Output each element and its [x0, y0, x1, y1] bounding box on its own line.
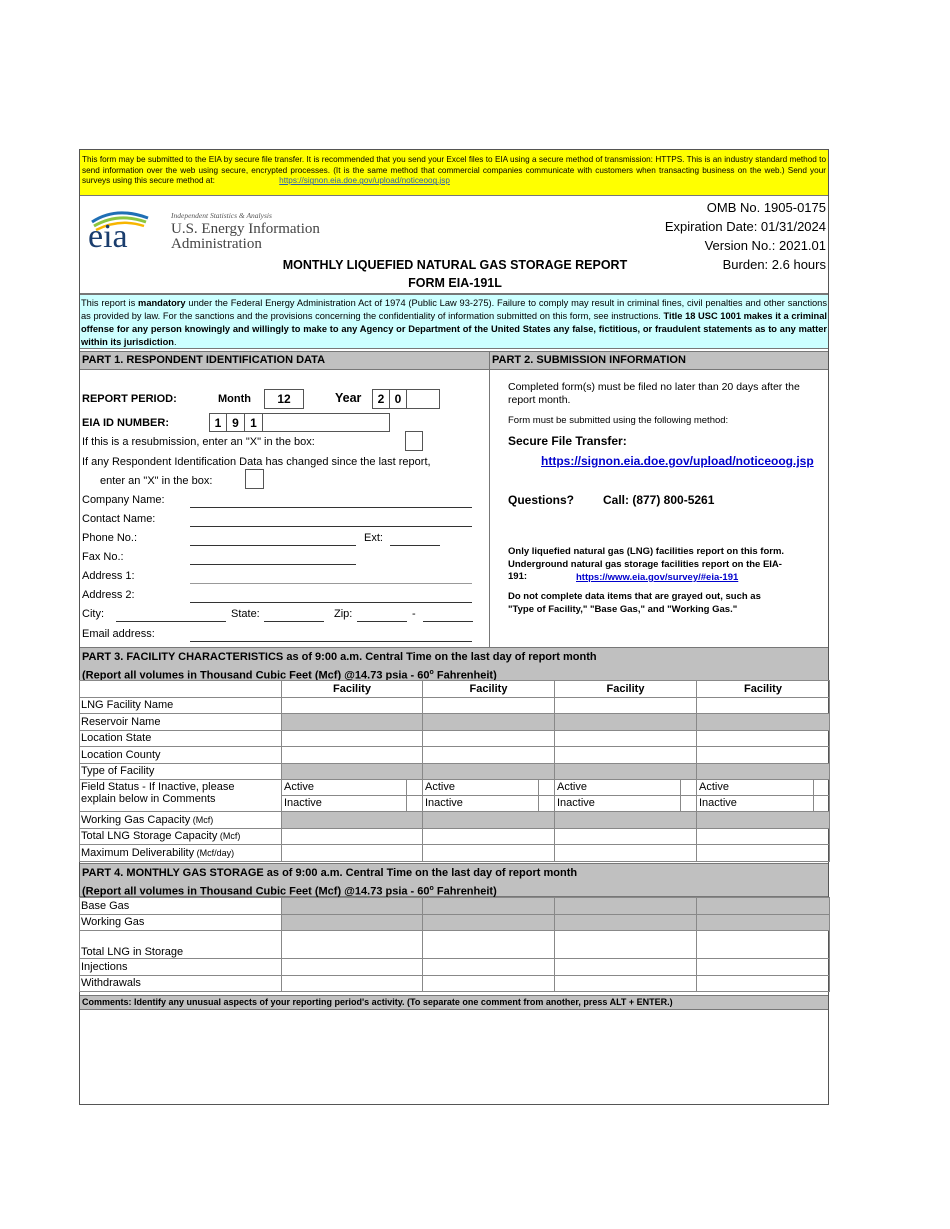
- md-text: Maximum Deliverability: [81, 846, 195, 859]
- comments-header: Comments: Identify any unusual aspects of your reporting period's activity. (To separate one comment from another, press ALT + ENTER.): [80, 995, 828, 1010]
- notice-text: This form may be submitted to the EIA by secure file transfer. It is recommended that you send your Excel files to EIA using a secure method of transmission: HTTPS. This is an industry standard method to send information over the web using secure, encrypted processes. (It is the same method that commercial companies communicate with customers when transacting business on the web.) Send your surveys using this secure method at:: [82, 155, 826, 186]
- inactive-checkbox[interactable]: [813, 796, 829, 811]
- notice-link[interactable]: https://signon.eia.doe.gov/upload/noticeoog.jsp: [279, 176, 450, 186]
- address1-label: Address 1:: [82, 570, 135, 582]
- facility-header-row: [80, 681, 830, 698]
- part1-header: PART 1. RESPONDENT IDENTIFICATION DATA: [80, 351, 489, 370]
- ext-label: Ext:: [364, 532, 383, 544]
- table-row: [80, 975, 830, 992]
- cell-input[interactable]: [423, 931, 555, 959]
- cell-input[interactable]: [555, 975, 697, 992]
- reservoir-name-label: Reservoir Name: [80, 714, 282, 731]
- zip4-field[interactable]: [423, 621, 473, 622]
- cell-input[interactable]: [555, 697, 697, 714]
- cell-input[interactable]: [697, 730, 830, 747]
- secure-transfer-notice: [80, 150, 828, 196]
- contact-name-field[interactable]: [190, 526, 472, 527]
- part4-header: [80, 863, 828, 897]
- cell-input[interactable]: [423, 845, 555, 862]
- cell-input[interactable]: [282, 975, 423, 992]
- changed-label-2: enter an "X" in the box:: [100, 475, 213, 487]
- type-of-facility-label: Type of Facility: [80, 763, 282, 780]
- active-label: Active: [699, 781, 729, 793]
- eia-logo: [86, 208, 346, 258]
- grayed-out-note: Do not complete data items that are grayed out, such as "Type of Facility," "Base Gas," and "Working Gas.": [508, 591, 761, 615]
- resubmission-label: If this is a resubmission, enter an "X" in the box:: [82, 436, 315, 448]
- table-row: [80, 763, 830, 780]
- location-state-label: Location State: [80, 730, 282, 747]
- table-row: [80, 714, 830, 731]
- tsc-text: Total LNG Storage Capacity: [81, 830, 218, 843]
- wgc-unit: (Mcf): [190, 814, 214, 825]
- field-status-line1: Field Status - If Inactive, please: [81, 781, 235, 793]
- year-digit-2[interactable]: 0: [389, 389, 407, 409]
- logo-tagline: Independent Statistics & Analysis: [171, 211, 272, 220]
- address2-label: Address 2:: [82, 589, 135, 601]
- cell-input[interactable]: [555, 828, 697, 845]
- fax-label: Fax No.:: [82, 551, 124, 563]
- state-field[interactable]: [264, 621, 324, 622]
- field-status-cell: [555, 780, 697, 812]
- inactive-label: Inactive: [699, 797, 737, 809]
- resubmission-checkbox[interactable]: [405, 431, 423, 451]
- cell-input[interactable]: [697, 828, 830, 845]
- cell-input[interactable]: [282, 931, 423, 959]
- part4-degree: o: [429, 885, 434, 892]
- address1-field[interactable]: [190, 583, 472, 584]
- form-number: FORM EIA-191L: [408, 276, 502, 290]
- logo-mark: eia: [88, 218, 128, 255]
- inactive-checkbox[interactable]: [538, 796, 554, 811]
- active-checkbox[interactable]: [680, 780, 696, 795]
- cell-input[interactable]: [697, 747, 830, 764]
- phone-field[interactable]: [190, 545, 356, 546]
- year-label: Year: [335, 391, 362, 405]
- address2-field[interactable]: [190, 602, 472, 603]
- year-digits-rest[interactable]: [406, 389, 440, 409]
- company-name-label: Company Name:: [82, 494, 165, 506]
- ext-field[interactable]: [390, 545, 440, 546]
- eia-id-digit-3[interactable]: 1: [244, 413, 263, 432]
- facility-col-1: Facility: [282, 681, 423, 698]
- year-digit-1[interactable]: 2: [372, 389, 390, 409]
- part-divider: [489, 370, 490, 647]
- cell-input[interactable]: [423, 959, 555, 976]
- cell-input[interactable]: [697, 931, 830, 959]
- cell-input[interactable]: [555, 747, 697, 764]
- changed-label-1: If any Respondent Identification Data has changed since the last report,: [82, 456, 431, 468]
- expiration-date: Expiration Date: 01/31/2024: [664, 219, 826, 234]
- facility-table: [79, 680, 830, 862]
- injections-label: Injections: [80, 959, 282, 976]
- city-field[interactable]: [116, 621, 226, 622]
- company-name-field[interactable]: [190, 507, 472, 508]
- email-field[interactable]: [190, 641, 472, 642]
- cell-input[interactable]: [282, 959, 423, 976]
- table-row: [80, 931, 830, 959]
- eia-id-digit-1[interactable]: 1: [209, 413, 227, 432]
- table-row: [80, 914, 830, 931]
- zip-field[interactable]: [357, 621, 407, 622]
- active-label: Active: [425, 781, 455, 793]
- table-row: [80, 959, 830, 976]
- facility-col-2: Facility: [423, 681, 555, 698]
- cell-input[interactable]: [282, 697, 423, 714]
- state-label: State:: [231, 608, 260, 620]
- cell-input[interactable]: [423, 697, 555, 714]
- month-label: Month: [218, 393, 251, 405]
- email-label: Email address:: [82, 628, 155, 640]
- table-row: [80, 845, 830, 862]
- eia-id-label: EIA ID NUMBER:: [82, 417, 169, 429]
- cell-input[interactable]: [697, 959, 830, 976]
- table-row: [80, 828, 830, 845]
- base-gas-label: Base Gas: [80, 898, 282, 915]
- tsc-unit: (Mcf): [217, 831, 241, 842]
- logo-name-line1: U.S. Energy Information: [171, 221, 320, 237]
- inactive-label: Inactive: [425, 797, 463, 809]
- fax-field[interactable]: [190, 564, 356, 565]
- wgc-text: Working Gas Capacity: [81, 813, 191, 826]
- mandatory-word: mandatory: [138, 298, 186, 308]
- cell-input[interactable]: [697, 975, 830, 992]
- cell-input[interactable]: [282, 730, 423, 747]
- active-checkbox[interactable]: [813, 780, 829, 795]
- mandatory-period: .: [173, 337, 177, 347]
- part4-units: (Report all volumes in Thousand Cubic Feet (Mcf) @14.73 psia - 60: [82, 885, 430, 898]
- table-row: [80, 812, 830, 829]
- eia-id-rest[interactable]: [262, 413, 390, 432]
- comments-area[interactable]: [80, 1010, 828, 1104]
- mandatory-text-1: This report is: [81, 298, 139, 308]
- part3-units: (Report all volumes in Thousand Cubic Feet (Mcf) @14.73 psia - 60: [82, 669, 430, 682]
- changed-checkbox[interactable]: [245, 469, 264, 489]
- cell-input[interactable]: [555, 845, 697, 862]
- md-unit: (Mcf/day): [194, 847, 235, 858]
- mandatory-notice: [80, 293, 828, 349]
- report-period-label: REPORT PERIOD:: [82, 393, 177, 405]
- cell-input[interactable]: [423, 828, 555, 845]
- field-status-label: [80, 780, 282, 812]
- table-row: [80, 898, 830, 915]
- active-checkbox[interactable]: [538, 780, 554, 795]
- mandatory-text-2: under the Federal Energy Administration Act of 1974 (Public Law 93-275). Failure to comply may result in criminal fines, civil penalties and other sanctions as provided by law. For the sanctions and the provisions concerning the confidentiality of information submitted on this form, see instructions.: [81, 298, 827, 321]
- contact-name-label: Contact Name:: [82, 513, 156, 525]
- active-label: Active: [557, 781, 587, 793]
- field-status-cell: [282, 780, 423, 812]
- cell-input[interactable]: [555, 730, 697, 747]
- cell-input[interactable]: [555, 959, 697, 976]
- phone-label: Phone No.:: [82, 532, 138, 544]
- lng-only-note: Only liquefied natural gas (LNG) facilities report on this form. Underground natural gas storage facilities report on the EIA-191:: [508, 546, 785, 582]
- working-gas-capacity-label: [80, 812, 282, 829]
- omb-number: OMB No. 1905-0175: [706, 200, 826, 215]
- zip-label: Zip:: [334, 608, 353, 620]
- part3-degree: o: [429, 669, 434, 676]
- zip-dash: -: [412, 608, 416, 620]
- eia-191-link[interactable]: https://www.eia.gov/survey/#eia-191: [576, 572, 739, 583]
- eia-id-digit-2[interactable]: 9: [226, 413, 245, 432]
- questions-label: Questions?: [508, 493, 575, 507]
- lng-facility-name-label: LNG Facility Name: [80, 697, 282, 714]
- facility-col-3: Facility: [555, 681, 697, 698]
- logo-name-line2: Administration: [171, 236, 262, 252]
- working-gas-label: Working Gas: [80, 914, 282, 931]
- inactive-label: Inactive: [284, 797, 322, 809]
- table-row: [80, 730, 830, 747]
- table-row: [80, 697, 830, 714]
- max-deliverability-label: [80, 845, 282, 862]
- burden-hours: Burden: 2.6 hours: [722, 257, 826, 272]
- secure-file-transfer-link[interactable]: https://signon.eia.doe.gov/upload/noticeoog.jsp: [541, 454, 814, 468]
- filing-deadline: Completed form(s) must be filed no later than 20 days after the report month.: [508, 381, 800, 406]
- eia-191l-form: [79, 149, 829, 1105]
- storage-table: [79, 897, 830, 992]
- form-title: MONTHLY LIQUEFIED NATURAL GAS STORAGE REPORT: [282, 258, 628, 272]
- submission-method: Form must be submitted using the following method:: [508, 415, 729, 426]
- inactive-checkbox[interactable]: [406, 796, 422, 811]
- table-row: [80, 747, 830, 764]
- call-number: Call: (877) 800-5261: [603, 493, 715, 507]
- part4-units-end: Fahrenheit): [433, 885, 497, 898]
- secure-file-transfer-label: Secure File Transfer:: [508, 434, 627, 448]
- city-label: City:: [82, 608, 104, 620]
- cell-input[interactable]: [697, 845, 830, 862]
- cell-input[interactable]: [282, 828, 423, 845]
- total-lng-storage-label: Total LNG in Storage: [80, 931, 282, 959]
- total-storage-capacity-label: [80, 828, 282, 845]
- withdrawals-label: Withdrawals: [80, 975, 282, 992]
- cell-input[interactable]: [282, 845, 423, 862]
- active-label: Active: [284, 781, 314, 793]
- cell-input[interactable]: [423, 975, 555, 992]
- table-row: [80, 780, 830, 812]
- location-county-label: Location County: [80, 747, 282, 764]
- part3-header: [80, 647, 828, 681]
- part3-title: PART 3. FACILITY CHARACTERISTICS as of 9:00 a.m. Central Time on the last day of report month: [82, 651, 597, 663]
- version-number: Version No.: 2021.01: [704, 238, 826, 253]
- cell-input[interactable]: [697, 697, 830, 714]
- part3-units-end: Fahrenheit): [433, 669, 497, 682]
- part4-title: PART 4. MONTHLY GAS STORAGE as of 9:00 a.m. Central Time on the last day of report month: [82, 867, 578, 879]
- cell-input[interactable]: [423, 730, 555, 747]
- part2-header: PART 2. SUBMISSION INFORMATION: [489, 351, 828, 370]
- month-input[interactable]: 12: [264, 389, 304, 409]
- field-status-line2: explain below in Comments: [81, 793, 216, 805]
- facility-col-4: Facility: [697, 681, 830, 698]
- inactive-label: Inactive: [557, 797, 595, 809]
- title18-warning: Title 18 USC 1001 makes it a criminal offense for any person knowingly and willingly to make to any Agency or Department of the United States any false, fictitious, or fraudulent statements as to any matter within its jurisdiction: [81, 311, 827, 347]
- cell-input[interactable]: [555, 931, 697, 959]
- field-status-cell: [697, 780, 830, 812]
- field-status-cell: [423, 780, 555, 812]
- cell-input[interactable]: [423, 747, 555, 764]
- cell-input[interactable]: [282, 747, 423, 764]
- inactive-checkbox[interactable]: [680, 796, 696, 811]
- active-checkbox[interactable]: [406, 780, 422, 795]
